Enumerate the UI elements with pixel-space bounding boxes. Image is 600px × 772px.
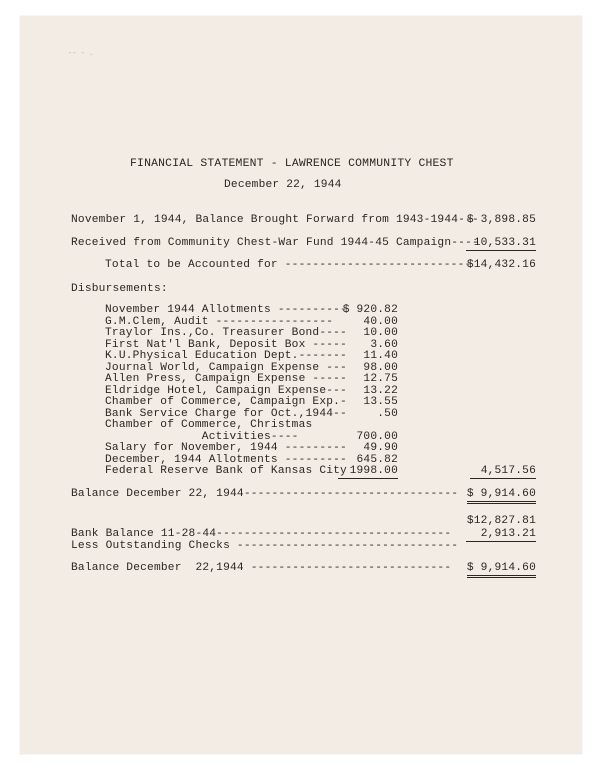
disbursement-amount: 700.00	[356, 430, 398, 443]
disbursement-label: First Nat'l Bank, Deposit Box -----	[105, 338, 347, 351]
disbursement-label: Journal World, Campaign Expense ---	[105, 361, 347, 374]
final-balance-label: Balance December 22,1944 -----------------------------	[71, 562, 452, 574]
disbursement-label: Activities----	[105, 430, 299, 443]
total-label: Total to be Accounted for ---------------------------	[105, 259, 472, 271]
page-title: FINANCIAL STATEMENT - LAWRENCE COMMUNITY CHEST	[130, 158, 454, 170]
disbursement-amount: .50	[377, 407, 398, 420]
disbursement-amount: 12.75	[363, 373, 398, 385]
disbursement-amount: 13.22	[363, 384, 398, 397]
outstanding-checks-label: Less Outstanding Checks --------------------------------	[71, 540, 459, 552]
balance-forward-label: November 1, 1944, Balance Brought Forward from 1943-1944---	[71, 214, 479, 226]
disbursement-amount: 13.55	[363, 396, 398, 408]
disbursement-label: Salary for November, 1944 ---------	[105, 442, 347, 454]
disbursement-amount: 40.00	[363, 315, 398, 328]
disbursement-label: December, 1944 Allotments ---------	[105, 453, 347, 466]
bank-balance-amount: $12,827.81	[466, 515, 536, 527]
document-page	[20, 16, 582, 754]
total-amount: $14,432.16	[466, 259, 536, 271]
disbursement-label: Eldridge Hotel, Campaign Expense---	[105, 384, 347, 397]
bank-balance-label: Bank Balance 11-28-44----------------------------------	[71, 528, 452, 540]
disbursement-label: Chamber of Commerce, Christmas	[105, 419, 313, 431]
disbursement-amount: 645.82	[356, 453, 398, 466]
disbursement-label: K.U.Physical Education Dept.-------	[105, 350, 347, 362]
disbursement-label: G.M.Clem, Audit -----------------	[105, 315, 334, 328]
disbursements-total: 4,517.56	[470, 465, 536, 479]
received-amount: 10,533.31	[466, 237, 536, 251]
disbursement-amount: 11.40	[363, 350, 398, 362]
disbursements-heading: Disbursements:	[71, 283, 168, 295]
disbursement-amount: 3.60	[370, 338, 398, 351]
outstanding-checks-amount: 2,913.21	[466, 528, 536, 542]
disbursement-label: Chamber of Commerce, Campaign Exp.-	[105, 396, 347, 408]
disbursement-label: Federal Reserve Bank of Kansas City	[105, 465, 347, 477]
disbursement-amount: 49.90	[363, 442, 398, 454]
disbursement-amount: $ 920.82	[342, 304, 398, 316]
balance-forward-amount: $ 3,898.85	[466, 214, 536, 226]
disbursement-amount: 10.00	[363, 327, 398, 339]
disbursement-label: November 1944 Allotments ----------	[105, 304, 347, 316]
disbursement-label: Bank Service Charge for Oct.,1944--	[105, 407, 347, 420]
received-label: Received from Community Chest-War Fund 1944-45 Campaign----	[71, 237, 479, 249]
disbursement-label: Allen Press, Campaign Expense -----	[105, 373, 347, 385]
disbursement-amount: 98.00	[363, 361, 398, 374]
disbursement-label: Traylor Ins.,Co. Treasurer Bond----	[105, 327, 347, 339]
page-date: December 22, 1944	[224, 179, 342, 191]
final-balance-amount: $ 9,914.60	[467, 562, 536, 578]
balance-december-amount: $ 9,914.60	[467, 488, 536, 504]
disbursement-amount: 1998.00	[338, 465, 398, 479]
scan-mark: -- - .	[68, 50, 94, 58]
balance-december-label: Balance December 22, 1944-------------------------------	[71, 488, 459, 500]
